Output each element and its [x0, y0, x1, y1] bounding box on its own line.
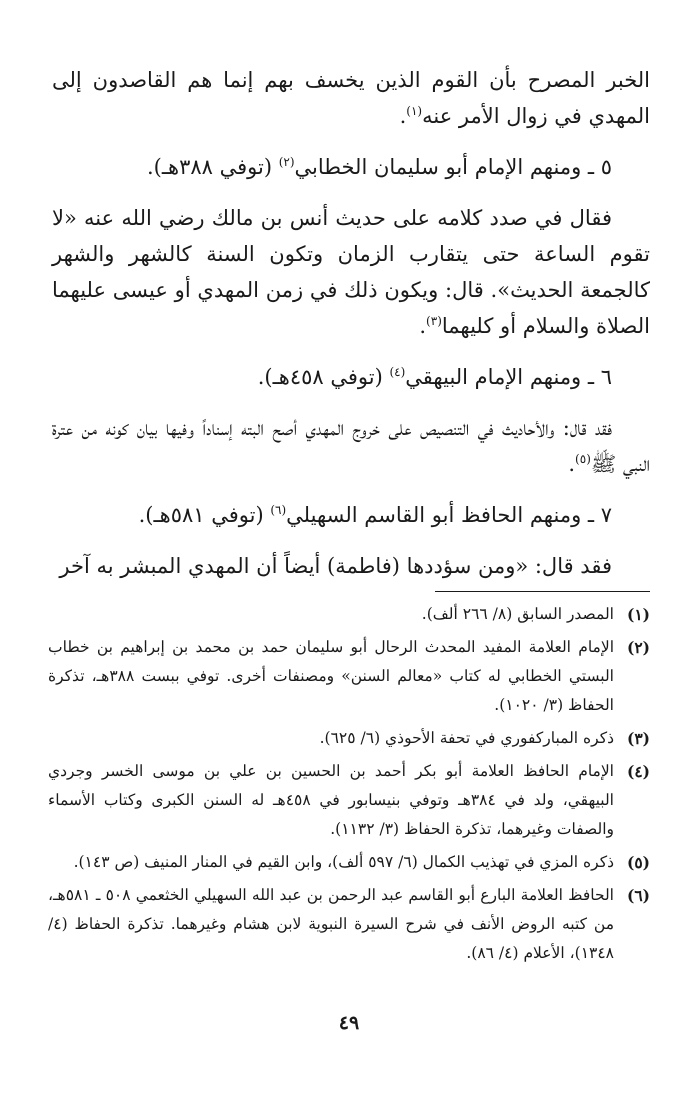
paragraph-3: فقد قال: والأحاديث في التنصيص على خروج المهدي أصح البته إسناداً وفيها بيان كونه من عترة النبي ﷺ$^{(٥)}$. — [52, 416, 650, 476]
footnote-ref-4[interactable]: (٤) — [389, 365, 406, 379]
footnote-number: (٤) — [626, 762, 650, 781]
paragraph-2: فقال في صدد كلامه على حديث أنس بن مالك رضي الله عنه «لا تقوم الساعة حتى يتقارب الزمان وتكون السنة كالشهر والشهر كالجمعة الحديث». قال: ويكون ذلك في زمن المهدي أو عيسى عليهما الصلاة والسلام أو كليهما$^{(٣)}$. — [52, 206, 650, 338]
footnote-4 — [48, 757, 650, 844]
page-number: ٤٩ — [338, 1012, 360, 1034]
footnote-ref-5[interactable]: (٥) — [575, 452, 591, 466]
scholar-heading-6: ٦ ـ ومنهم الإمام البيهقي$^{(٤)}$ (توفي ٤٥٨هـ). — [257, 365, 612, 389]
footnote-text: ذكره المباركفوري في تحفة الأحوذي (٦/ ٦٢٥). — [319, 729, 614, 747]
footnote-2 — [48, 633, 650, 720]
footnote-text: ذكره المزي في تهذيب الكمال (٦/ ٥٩٧ ألف)، وابن القيم في المنار المنيف (ص ١٤٣). — [73, 853, 614, 871]
footnote-text: المصدر السابق (٨/ ٢٦٦ ألف). — [421, 605, 614, 623]
footnote-text: الإمام العلامة المفيد المحدث الرحال أبو سليمان حمد بن محمد بن إبراهيم بن خطاب البستي الخطابي له كتاب «معالم السنن» ومصنفات أخرى. توفي ببست ٣٨٨هـ، تذكرة الحفاظ (٣/ ١٠٢٠). — [48, 638, 614, 714]
footnote-6 — [48, 881, 650, 968]
footnote-ref-3[interactable]: (٣) — [426, 314, 442, 328]
footnote-number: (١) — [626, 605, 650, 624]
footnote-ref-1[interactable]: (١) — [406, 104, 423, 118]
footnote-number: (٦) — [626, 886, 650, 905]
footnote-divider — [435, 591, 650, 592]
footnote-number: (٥) — [626, 853, 650, 872]
footnote-ref-6[interactable]: (٦) — [270, 503, 287, 517]
footnotes-section — [48, 600, 650, 972]
footnote-text: الإمام الحافظ العلامة أبو بكر أحمد بن الحسين بن علي بن موسى الخسر وجردي البيهقي، ولد في ٣٨٤هـ وتوفي بنيسابور في ٤٥٨هـ له السنن الكبرى وكتاب الأسماء والصفات وغيرهما، تذكرة الحفاظ (٣/ ١١٣٢). — [48, 762, 614, 838]
footnote-number: (٢) — [626, 638, 650, 657]
main-text — [52, 62, 650, 584]
footnote-number: (٣) — [626, 729, 650, 748]
scholar-heading-5: ٥ ـ ومنهم الإمام أبو سليمان الخطابي$^{(٢)}$ (توفي ٣٨٨هـ). — [146, 155, 612, 179]
paragraph-4: فقد قال: «ومن سؤددها (فاطمة) أيضاً أن المهدي المبشر به آخر — [59, 554, 612, 578]
footnote-ref-2[interactable]: (٢) — [278, 155, 295, 169]
paragraph-1: الخبر المصرح بأن القوم الذين يخسف بهم إنما هم القاصدون إلى المهدي في زوال الأمر عنه$^{(١)}$. — [52, 68, 650, 128]
footnote-3 — [48, 724, 650, 753]
footnote-5 — [48, 848, 650, 877]
footnote-text: الحافظ العلامة البارع أبو القاسم عبد الرحمن بن عبد الله السهيلي الخثعمي ٥٠٨ ـ ٥٨١هـ، من كتبه الروض الأنف في شرح السيرة النبوية لابن هشام وغيرهما. تذكرة الحفاظ (٤/ ١٣٤٨)، الأعلام (٤/ ٨٦). — [48, 886, 614, 962]
footnote-1 — [48, 600, 650, 629]
scholar-heading-7: ٧ ـ ومنهم الحافظ أبو القاسم السهيلي$^{(٦)}$ (توفي ٥٨١هـ). — [138, 503, 612, 527]
